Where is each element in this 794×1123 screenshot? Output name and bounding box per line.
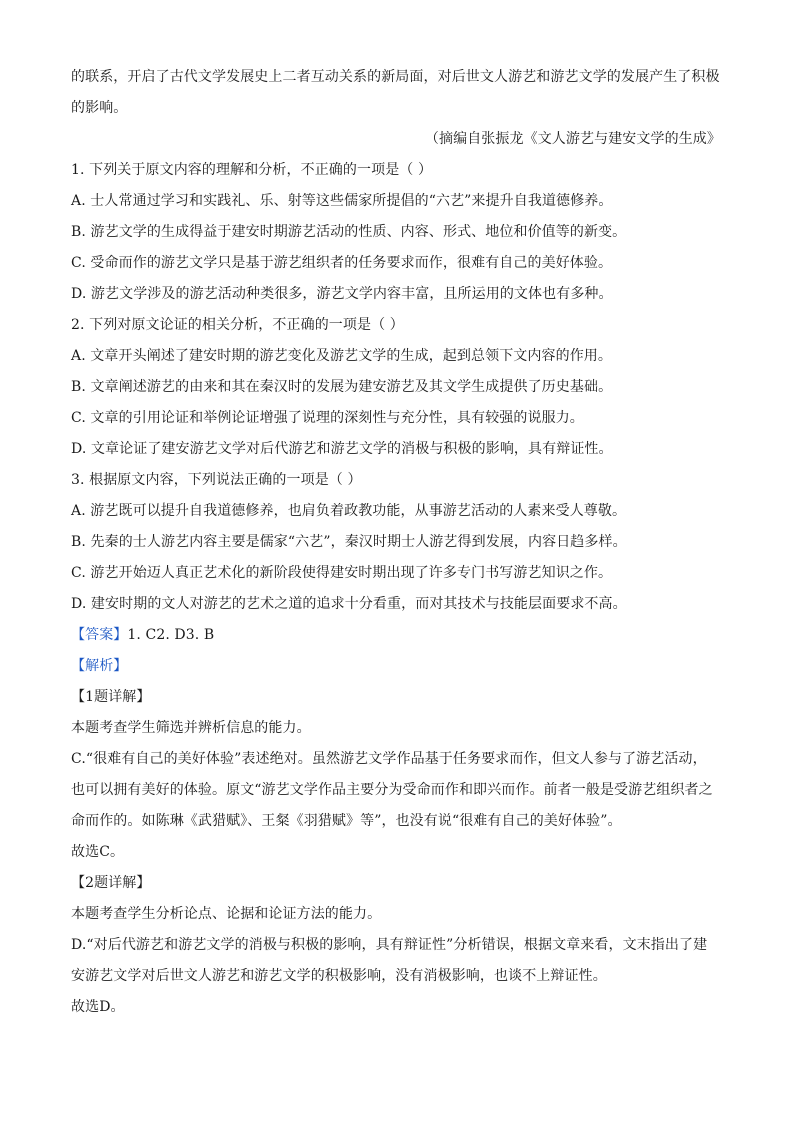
question-stem: 2. 下列对原文论证的相关分析，不正确的一项是（ ）	[71, 317, 404, 333]
question-option: B. 游艺文学的生成得益于建安时期游艺活动的性质、内容、形式、地位和价值等的新变。	[71, 224, 627, 240]
question-option: A. 游艺既可以提升自我道德修养，也肩负着政教功能，从事游艺活动的人素来受人尊敬。	[71, 503, 627, 519]
analysis-q2-conclusion: 故选D。	[71, 999, 125, 1015]
question-stem: 3. 根据原文内容，下列说法正确的一项是（ ）	[71, 472, 362, 488]
analysis-q1-intro: 本题考查学生筛选并辨析信息的能力。	[71, 720, 311, 736]
question-3	[71, 465, 721, 620]
analysis-q2-paragraph-line-2: 安游艺文学对后世文人游艺和游艺文学的积极影响，没有消极影响，也谈不上辩证性。	[71, 968, 607, 984]
analysis-q1-paragraph-line-1: C.“很难有自己的美好体验”表述绝对。虽然游艺文学作品基于任务要求而作，但文人参与了游艺活动，	[71, 751, 707, 767]
question-option: B. 先秦的士人游艺内容主要是儒家“六艺”，秦汉时期士人游艺得到发展，内容日趋多样。	[71, 534, 627, 550]
question-option: B. 文章阐述游艺的由来和其在秦汉时的发展为建安游艺及其文学生成提供了历史基础。	[71, 379, 613, 395]
question-option: D. 游艺文学涉及的游艺活动种类很多，游艺文学内容丰富，且所运用的文体也有多种。	[71, 286, 613, 302]
question-option: D. 文章论证了建安游艺文学对后代游艺和游艺文学的消极与积极的影响，具有辩证性。	[71, 441, 613, 457]
analysis-q2-label: 【2题详解】	[71, 875, 151, 891]
intro-line-2: 的影响。	[71, 100, 128, 116]
answer-line	[71, 620, 721, 651]
analysis-q1-label: 【1题详解】	[71, 689, 151, 705]
analysis-label: 【解析】	[71, 658, 128, 674]
question-stem: 1. 下列关于原文内容的理解和分析，不正确的一项是（ ）	[71, 162, 433, 178]
analysis-q2	[71, 868, 721, 1023]
analysis-q1-paragraph-line-2: 也可以拥有美好的体验。原文“游艺文学作品主要分为受命而作和即兴而作。前者一般是受游艺组织者之	[71, 782, 713, 798]
question-option: A. 文章开头阐述了建安时期的游艺变化及游艺文学的生成，起到总领下文内容的作用。	[71, 348, 613, 364]
answer-label: 【答案】	[71, 627, 128, 643]
analysis-q2-paragraph-line-1: D.“对后代游艺和游艺文学的消极与积极的影响，具有辩证性”分析错误，根据文章来看，文末指出了建	[71, 937, 708, 953]
source-citation: （摘编自张振龙《文人游艺与建安文学的生成》	[424, 131, 721, 147]
document-page	[71, 62, 721, 1023]
analysis-q2-intro: 本题考查学生分析论点、论据和论证方法的能力。	[71, 906, 382, 922]
analysis-q1-paragraph-line-3: 命而作的。如陈琳《武猎赋》、王粲《羽猎赋》等”，也没有说“很难有自己的美好体验”。	[71, 813, 622, 829]
question-option: C. 受命而作的游艺文学只是基于游艺组织者的任务要求而作，很难有自己的美好体验。	[71, 255, 613, 271]
question-option: C. 文章的引用论证和举例论证增强了说理的深刻性与充分性，具有较强的说服力。	[71, 410, 584, 426]
question-1	[71, 155, 721, 310]
intro-line-1: 的联系，开启了古代文学发展史上二者互动关系的新局面，对后世文人游艺和游艺文学的发展产生了积极	[71, 69, 720, 85]
question-2	[71, 310, 721, 465]
question-option: C. 游艺开始迈人真正艺术化的新阶段使得建安时期出现了许多专门书写游艺知识之作。	[71, 565, 613, 581]
question-option: D. 建安时期的文人对游艺的艺术之道的追求十分看重，而对其技术与技能层面要求不高。	[71, 596, 627, 612]
answer-text: 1. C2. D3. B	[127, 627, 215, 643]
question-option: A. 士人常通过学习和实践礼、乐、射等这些儒家所提倡的“六艺”来提升自我道德修养。	[71, 193, 613, 209]
analysis-q1-conclusion: 故选C。	[71, 844, 125, 860]
analysis-q1	[71, 682, 721, 868]
